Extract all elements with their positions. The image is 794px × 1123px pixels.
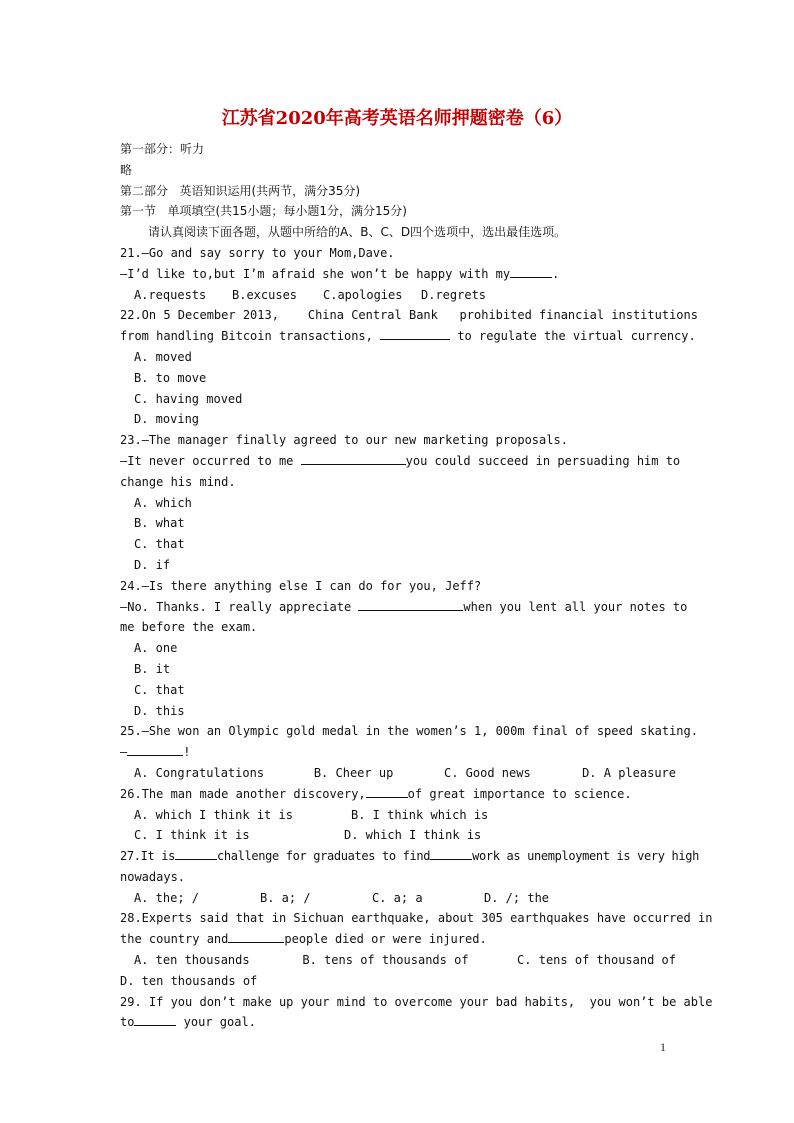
question-29-line1: 29. If you don’t make up your mind to overcome your bad habits, you won’t be able (120, 994, 713, 1009)
option-b: B.excuses (232, 287, 298, 302)
answer-blank (175, 847, 217, 860)
option-d: D.regrets (421, 287, 487, 302)
option-d: D. ten thousands of (120, 973, 258, 988)
option-a: A. Congratulations (134, 765, 265, 780)
option-b: B. tens of thousands of (302, 953, 469, 968)
part2-heading: 第二部分 英语知识运用(共两节，满分35分) (120, 183, 361, 198)
question-21-options (120, 285, 676, 306)
option-a: A. moved (134, 349, 192, 364)
part1-note: 略 (120, 162, 133, 177)
answer-blank (134, 1013, 176, 1026)
option-c: C.apologies (323, 287, 403, 302)
question-27-line2: nowadays. (120, 869, 186, 884)
option-d: D. which I think is (344, 828, 482, 843)
question-26-line1: 26.The man made another discovery, of great importance to science. (120, 786, 632, 801)
question-28-line2: the country and people died or were injured. (120, 932, 487, 947)
option-a: A. which I think it is (134, 807, 293, 822)
answer-blank (366, 785, 408, 798)
option-d: D. A pleasure (582, 765, 676, 780)
question-25-options (120, 763, 676, 784)
option-c: C. I think it is (134, 828, 250, 843)
option-b: B. what (134, 516, 185, 531)
question-25-line2: — ! (120, 745, 191, 760)
option-b: B. a; / (260, 890, 311, 905)
answer-blank (430, 847, 472, 860)
question-22-line1: 22.On 5 December 2013, China Central Bank prohibited financial institutions (120, 308, 698, 323)
option-b: B. I think which is (351, 807, 489, 822)
option-c: C. that (134, 682, 185, 697)
question-24-line2: —No. Thanks. I really appreciate when you lent all your notes to (120, 599, 688, 614)
option-a: A. which (134, 495, 192, 510)
option-d: D. if (134, 557, 171, 572)
question-29-line2: to your goal. (120, 1015, 256, 1030)
option-d: D. this (134, 703, 185, 718)
option-a: A. ten thousands (134, 953, 250, 968)
question-24-line3: me before the exam. (120, 620, 258, 635)
question-26-options-row1 (120, 805, 676, 826)
question-25-line1: 25.—She won an Olympic gold medal in the women’s 1, 000m final of speed skating. (120, 724, 698, 739)
question-21-line1: 21.—Go and say sorry to your Mom,Dave. (120, 245, 395, 260)
option-c: C. that (134, 537, 185, 552)
option-d: D. moving (134, 412, 200, 427)
question-27-line1: 27.It is challenge for graduates to find work as unemployment is very high (120, 849, 699, 864)
option-c: C. having moved (134, 391, 243, 406)
question-28-options (120, 950, 676, 971)
page-title: 江苏省2020年高考英语名师押题密卷（6） (221, 108, 573, 129)
question-23-line1: 23.—The manager finally agreed to our new marketing proposals. (120, 433, 568, 448)
question-23-line3: change his mind. (120, 474, 236, 489)
option-a: A.requests (134, 287, 207, 302)
option-c: C. tens of thousand of (517, 953, 676, 968)
question-21-line2: —I’d like to,but I’m afraid she won’t be happy with my . (120, 266, 560, 281)
option-a: A. one (134, 641, 178, 656)
answer-blank (127, 743, 183, 756)
instruction-text: 请认真阅读下面各题，从题中所给的A、B、C、D四个选项中，选出最佳选项。 (148, 225, 567, 240)
answer-blank (510, 265, 552, 278)
question-28-line1: 28.Experts said that in Sichuan earthquake, about 305 earthquakes have occurred in (120, 911, 713, 926)
document-body (120, 139, 713, 1033)
question-23-line2: —It never occurred to me you could succeed in persuading him to (120, 453, 681, 468)
answer-blank (358, 598, 463, 611)
section1-heading: 第一节 单项填空(共15小题；每小题1分，满分15分) (120, 204, 407, 219)
question-27-options (120, 888, 676, 909)
answer-blank (301, 452, 406, 465)
option-c: C. a; a (372, 890, 423, 905)
option-b: B. to move (134, 370, 207, 385)
part1-heading: 第一部分：听力 (120, 142, 205, 156)
question-24-line1: 24.—Is there anything else I can do for you, Jeff? (120, 578, 482, 593)
option-b: B. it (134, 661, 171, 676)
question-22-line2: from handling Bitcoin transactions, to regulate the virtual currency. (120, 329, 696, 344)
option-d: D. /; the (484, 890, 550, 905)
answer-blank (228, 930, 284, 943)
option-c: C. Good news (443, 765, 531, 780)
page-number: 1 (660, 1040, 666, 1054)
answer-blank (380, 327, 450, 340)
question-26-options-row2 (120, 825, 676, 846)
option-b: B. Cheer up (313, 765, 394, 780)
option-a: A. the; / (134, 890, 200, 905)
